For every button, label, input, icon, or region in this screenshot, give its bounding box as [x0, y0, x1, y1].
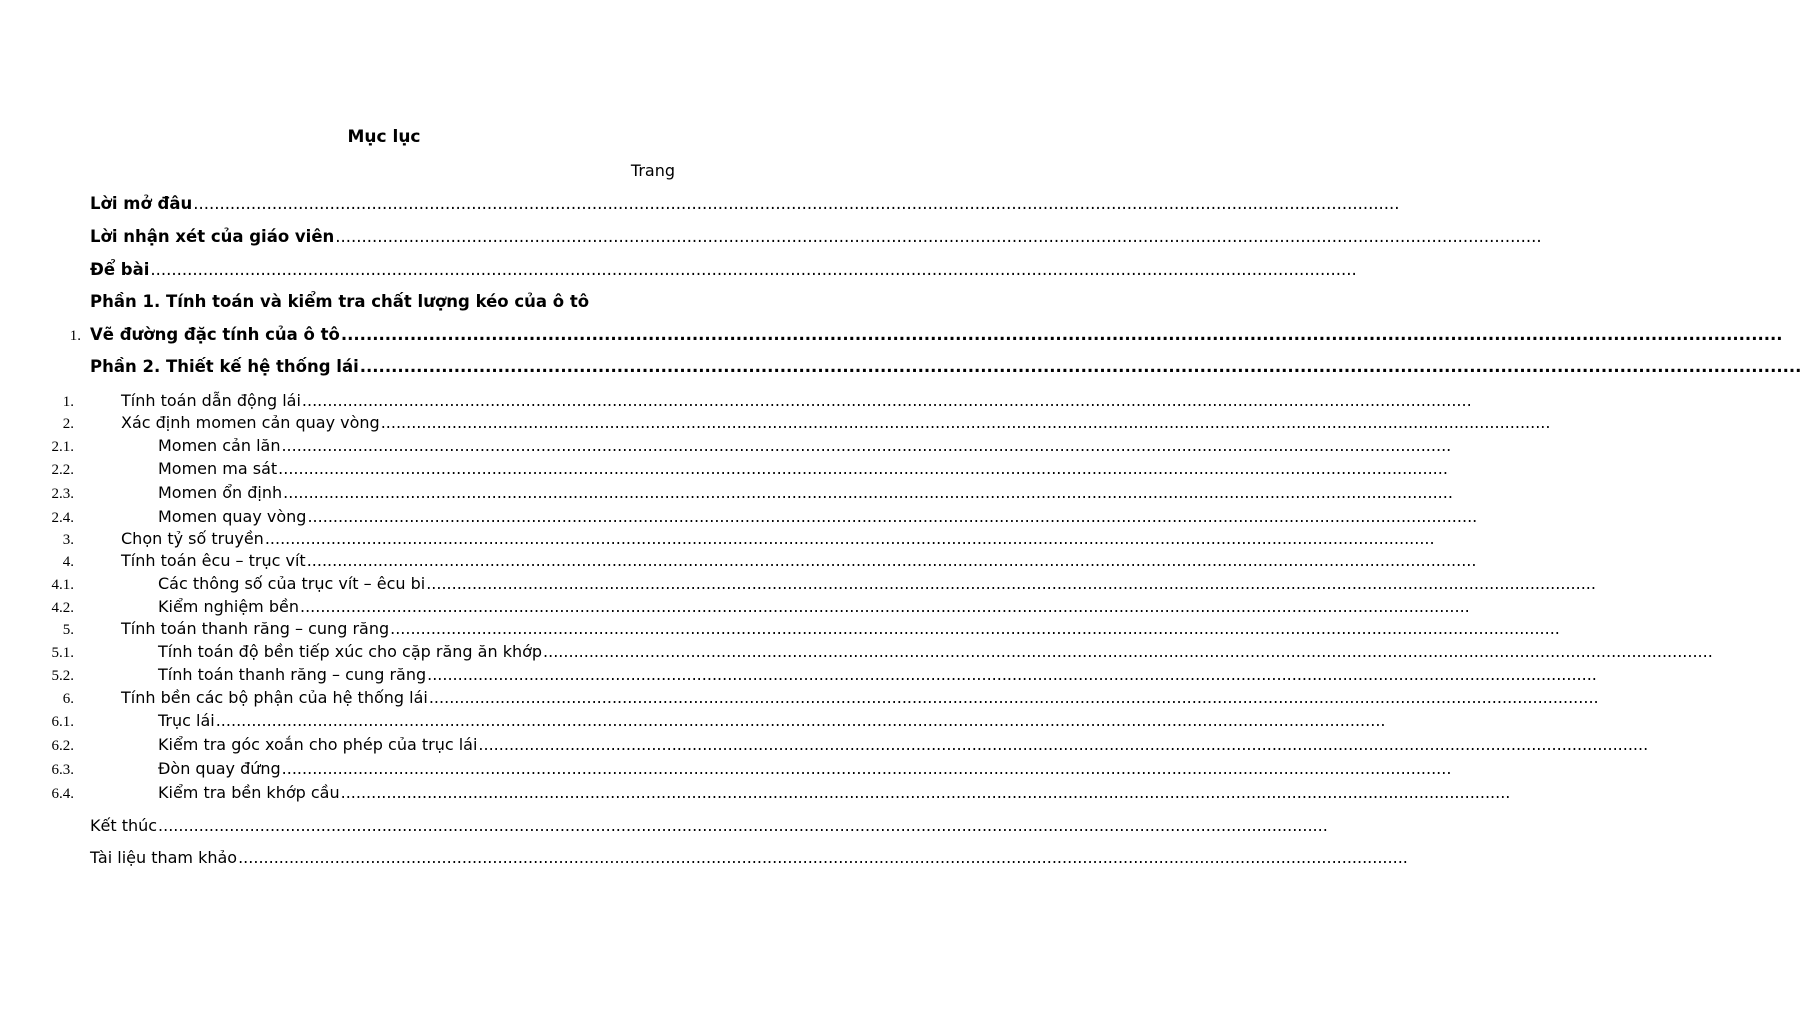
- dot-leader: ......................................................................................................................................................................................................................................: [359, 357, 1801, 376]
- toc-entry-3[interactable]: [121, 528, 1435, 550]
- toc-entry-label: Tính bền các bộ phận của hệ thống lái: [121, 688, 428, 707]
- toc-title: Mục lục: [347, 127, 421, 147]
- toc-entry-label: Kiểm nghiệm bền: [158, 597, 299, 616]
- toc-entry-6[interactable]: [121, 687, 1599, 709]
- toc-entry-loi-mo-dau[interactable]: [90, 193, 1400, 215]
- toc-entry-4-1[interactable]: [158, 573, 1596, 595]
- dot-leader: ......................................................................................................................................................................................................................................: [300, 597, 1470, 616]
- toc-entry-5-2[interactable]: [158, 664, 1597, 686]
- dot-leader: ......................................................................................................................................................................................................................................: [428, 688, 1599, 707]
- toc-entry-label: Momen ma sát: [158, 459, 278, 478]
- toc-entry-number: 6.3.: [51, 762, 74, 778]
- toc-entry-number: 4.: [62, 554, 74, 570]
- toc-entry-number: 2.2.: [51, 462, 74, 478]
- dot-leader: ......................................................................................................................................................................................................................................: [340, 325, 1783, 344]
- toc-entry-phan-1[interactable]: [90, 291, 690, 313]
- toc-entry-label: Chọn tỷ số truyền: [121, 529, 264, 548]
- dot-leader: ......................................................................................................................................................................................................................................: [215, 711, 1386, 730]
- toc-entry-2-4[interactable]: [158, 506, 1478, 528]
- toc-entry-number: 2.3.: [51, 486, 74, 502]
- dot-leader: ......................................................................................................................................................................................................................................: [335, 227, 1542, 246]
- toc-entry-number: 4.2.: [51, 600, 74, 616]
- toc-entry-number: 6.1.: [51, 714, 74, 730]
- toc-entry-label: Momen cản lăn: [158, 436, 281, 455]
- dot-leader: ......................................................................................................................................................................................................................................: [478, 735, 1649, 754]
- toc-entry-label: Lời mở đâu: [90, 194, 193, 213]
- toc-entry-label: Vẽ đường đặc tính của ô tô: [90, 325, 340, 344]
- toc-entry-number: 2.4.: [51, 510, 74, 526]
- dot-leader: ......................................................................................................................................................................................................................................: [283, 483, 1453, 502]
- dot-leader: ......................................................................................................................................................................................................................................: [278, 459, 1448, 478]
- dot-leader: ......................................................................................................................................................................................................................................: [380, 413, 1551, 432]
- toc-entry-number: 3.: [62, 532, 74, 548]
- toc-entry-label: Kết thúc: [90, 816, 158, 835]
- toc-entry-label: Momen ổn định: [158, 483, 283, 502]
- toc-entry-label: Các thông số của trục vít – êcu bi: [158, 574, 426, 593]
- toc-entry-tai-lieu[interactable]: [90, 847, 1408, 869]
- dot-leader: ......................................................................................................................................................................................................................................: [281, 436, 1452, 455]
- dot-leader: ......................................................................................................................................................................................................................................: [150, 260, 1357, 279]
- dot-leader: ......................................................................................................................................................................................................................................: [193, 194, 1400, 213]
- toc-entry-6-4[interactable]: [158, 782, 1511, 804]
- toc-entry-phan-2[interactable]: [90, 356, 1801, 378]
- toc-entry-label: Kiểm tra góc xoắn cho phép của trục lái: [158, 735, 478, 754]
- dot-leader: ......................................................................................................................................................................................................................................: [307, 507, 1478, 526]
- toc-entry-1[interactable]: [121, 390, 1472, 412]
- dot-leader: ......................................................................................................................................................................................................................................: [264, 529, 1435, 548]
- toc-entry-ket-thuc[interactable]: [90, 815, 1328, 837]
- page-column-header: Trang: [630, 161, 675, 180]
- dot-leader: ......................................................................................................................................................................................................................................: [340, 783, 1511, 802]
- toc-entry-label: Để bài: [90, 260, 150, 279]
- dot-leader: ......................................................................................................................................................................................................................................: [306, 551, 1477, 570]
- toc-entry-number: 1.: [69, 328, 81, 344]
- dot-leader: ......................................................................................................................................................................................................................................: [543, 642, 1713, 661]
- toc-entry-label: Kiểm tra bền khớp cầu: [158, 783, 340, 802]
- toc-entry-number: 5.2.: [51, 668, 74, 684]
- toc-entry-label: Phần 2. Thiết kế hệ thống lái: [90, 357, 359, 376]
- toc-entry-label: Tính toán thanh răng – cung răng: [121, 619, 390, 638]
- dot-leader: ......................................................................................................................................................................................................................................: [390, 619, 1560, 638]
- toc-entry-number: 6.2.: [51, 738, 74, 754]
- toc-entry-6-1[interactable]: [158, 710, 1386, 732]
- toc-entry-label: Momen quay vòng: [158, 507, 307, 526]
- toc-entry-number: 2.: [62, 416, 74, 432]
- toc-entry-6-3[interactable]: [158, 758, 1452, 780]
- dot-leader: ......................................................................................................................................................................................................................................: [281, 759, 1452, 778]
- toc-entry-number: 2.1.: [51, 439, 74, 455]
- toc-entry-label: Trục lái: [158, 711, 215, 730]
- dot-leader: ......................................................................................................................................................................................................................................: [426, 574, 1596, 593]
- toc-entry-loi-nhan-xet[interactable]: [90, 226, 1542, 248]
- toc-entry-label: Tính toán êcu – trục vít: [121, 551, 306, 570]
- toc-entry-label: Tính toán độ bền tiếp xúc cho cặp răng ăn khớp: [158, 642, 543, 661]
- toc-entry-number: 6.: [62, 691, 74, 707]
- dot-leader: ......................................................................................................................................................................................................................................: [427, 665, 1597, 684]
- toc-entry-2-2[interactable]: [158, 458, 1448, 480]
- toc-entry-de-bai[interactable]: [90, 259, 1357, 281]
- toc-entry-number: 5.: [62, 622, 74, 638]
- toc-entry-2-1[interactable]: [158, 435, 1452, 457]
- dot-leader: ......................................................................................................................................................................................................................................: [158, 816, 1328, 835]
- toc-entry-5-1[interactable]: [158, 641, 1713, 663]
- toc-entry-6-2[interactable]: [158, 734, 1649, 756]
- toc-entry-number: 6.4.: [51, 786, 74, 802]
- toc-entry-ve-duong-dac-tinh[interactable]: [90, 324, 1783, 346]
- toc-entry-label: Đòn quay đứng: [158, 759, 281, 778]
- toc-entry-4-2[interactable]: [158, 596, 1470, 618]
- dot-leader: ......................................................................................................................................................................................................................................: [238, 848, 1408, 867]
- toc-entry-label: Lời nhận xét của giáo viên: [90, 227, 335, 246]
- toc-entry-label: Phần 1. Tính toán và kiểm tra chất lượng kéo của ô tô: [90, 292, 590, 311]
- toc-entry-number: 5.1.: [51, 645, 74, 661]
- toc-entry-label: Xác định momen cản quay vòng: [121, 413, 380, 432]
- toc-entry-number: 4.1.: [51, 577, 74, 593]
- toc-entry-5[interactable]: [121, 618, 1560, 640]
- toc-entry-label: Tính toán dẫn động lái: [121, 391, 301, 410]
- toc-entry-number: 1.: [62, 394, 74, 410]
- toc-entry-4[interactable]: [121, 550, 1477, 572]
- toc-entry-2[interactable]: [121, 412, 1551, 434]
- dot-leader: ......................................................................................................................................................................................................................................: [301, 391, 1472, 410]
- toc-entry-label: Tài liệu tham khảo: [90, 848, 238, 867]
- toc-entry-2-3[interactable]: [158, 482, 1453, 504]
- toc-entry-label: Tính toán thanh răng – cung răng: [158, 665, 427, 684]
